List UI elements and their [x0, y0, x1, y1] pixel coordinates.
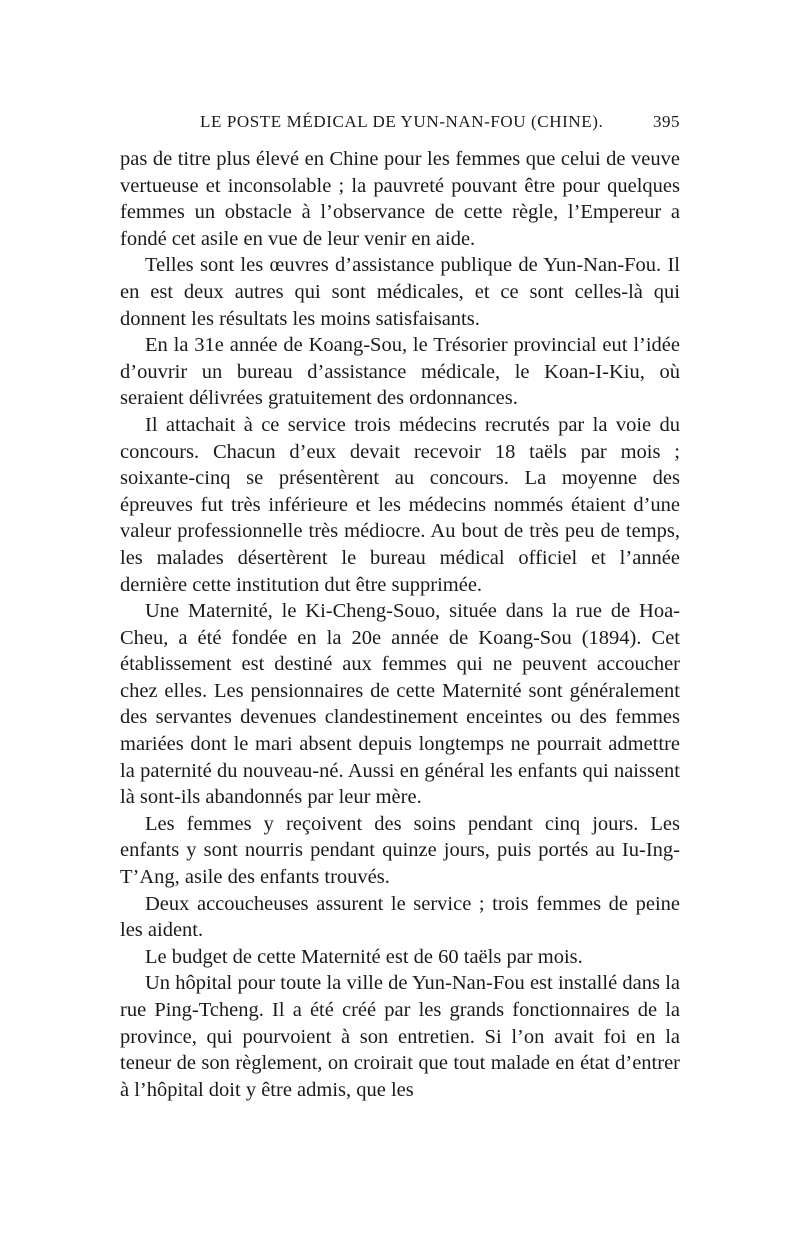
- running-head: [120, 112, 680, 146]
- paragraph: Deux accoucheuses assurent le service ; trois femmes de peine les aident.: [120, 892, 680, 942]
- paragraph: Les femmes y reçoivent des soins pendant cinq jours. Les enfants y sont nourris pendant quinze jours, puis portés au Iu-Ing-T’Ang, asile des enfants trouvés.: [120, 812, 680, 889]
- running-title: LE POSTE MÉDICAL DE YUN-NAN-FOU (CHINE).: [200, 112, 604, 131]
- page-number: 395: [653, 112, 680, 131]
- paragraph: Le budget de cette Maternité est de 60 taëls par mois.: [145, 945, 583, 968]
- paragraph: Telles sont les œuvres d’assistance publique de Yun-Nan-Fou. Il en est deux autres qui sont médicales, et ce sont celles-là qui donnent les résultats les moins satisfaisants.: [120, 254, 680, 330]
- book-page: [120, 112, 680, 1103]
- paragraph: Un hôpital pour toute la ville de Yun-Nan-Fou est installé dans la rue Ping-Tcheng. Il a été créé par les grands fonctionnaires de la province, qui pourvoient à son entretien. Si l’on avait foi en la teneur de son règlement, on croirait que tout malade en état d’entrer à l’hôpital doit y être admis, que les: [120, 972, 680, 1101]
- paragraph: pas de titre plus élevé en Chine pour les femmes que celui de veuve vertueuse et inconsolable ; la pauvreté pouvant être pour quelques femmes un obstacle à l’observance de cette règle, l’Empereur a fondé cet asile en vue de leur venir en aide.: [120, 148, 680, 250]
- paragraph: Il attachait à ce service trois médecins recrutés par la voie du concours. Chacun d’eux devait recevoir 18 taëls par mois ; soixante-cinq se présentèrent au concours. La moyenne des épreuves fut très inférieure et les médecins nommés étaient d’une valeur professionnelle très médiocre. Au bout de très peu de temps, les malades désertèrent le bureau médical officiel et l’année dernière cette institution dut être supprimée.: [120, 413, 680, 596]
- body-text: [120, 146, 680, 1103]
- paragraph: Une Maternité, le Ki-Cheng-Souo, située dans la rue de Hoa-Cheu, a été fondée en la 20e année de Koang-Sou (1894). Cet établissement est destiné aux femmes qui ne peuvent accoucher chez elles. Les pensionnaires de cette Maternité sont généralement des servantes devenues clandestinement enceintes ou des femmes mariées dont le mari absent depuis longtemps ne pourrait admettre la paternité du nouveau-né. Aussi en général les enfants qui naissent là sont-ils abandonnés par leur mère.: [120, 600, 680, 809]
- paragraph: En la 31e année de Koang-Sou, le Trésorier provincial eut l’idée d’ouvrir un bureau d’assistance médicale, le Koan-I-Kiu, où seraient délivrées gratuitement des ordonnances.: [120, 334, 680, 410]
